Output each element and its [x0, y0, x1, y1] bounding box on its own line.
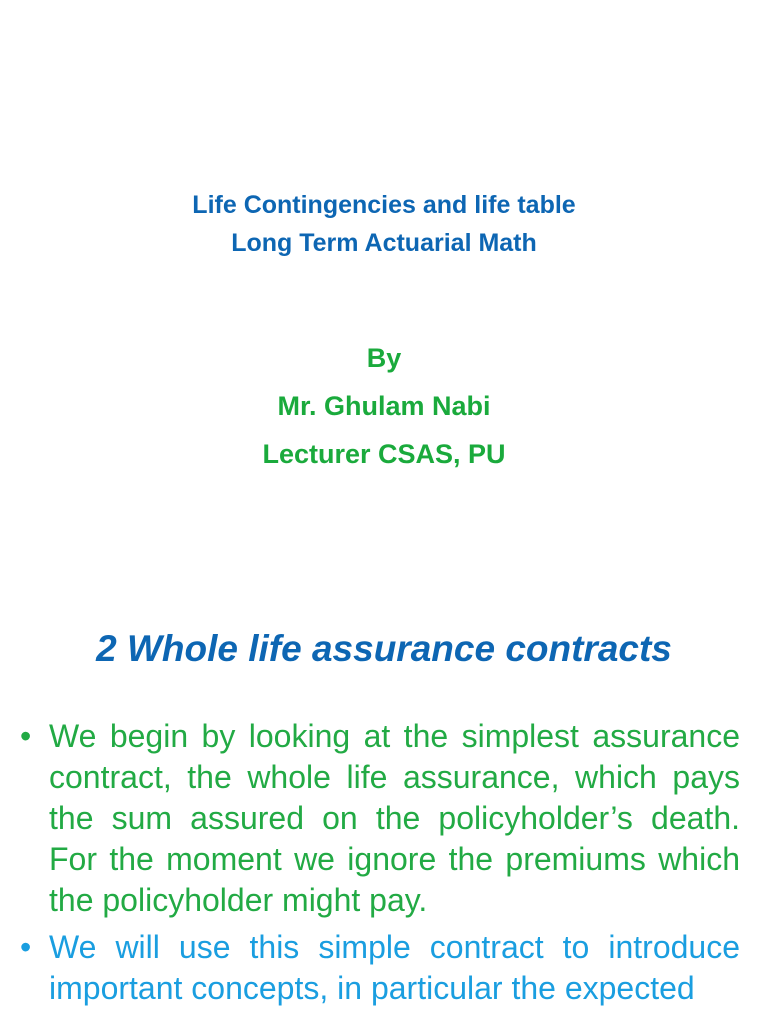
bullet-item-1: [20, 716, 740, 921]
author-by-label: By: [366, 343, 402, 373]
bullet-text-1: We begin by looking at the simplest assurance contract, the whole life assurance, which pays the sum assured on the policyholder’s death. For the moment we ignore the premiums which the policyholder might pay.: [49, 718, 740, 918]
bullet-item-2: [20, 927, 740, 1009]
content-slide: [0, 576, 768, 1024]
author-name: Mr. Ghulam Nabi: [277, 391, 491, 421]
bullet-list: [20, 716, 740, 1015]
title-line-1: Life Contingencies and life table: [192, 191, 576, 219]
presentation-title: [0, 186, 768, 262]
bullet-text-2: We will use this simple contract to introduce important concepts, in particular the expected: [49, 929, 740, 1006]
slide-heading: 2 Whole life assurance contracts: [96, 628, 672, 669]
author-position: Lecturer CSAS, PU: [262, 439, 506, 469]
bullet-marker-icon: •: [20, 718, 32, 754]
title-line-2: Long Term Actuarial Math: [231, 229, 537, 257]
bullet-marker-icon: •: [20, 929, 32, 965]
author-info: [0, 334, 768, 478]
